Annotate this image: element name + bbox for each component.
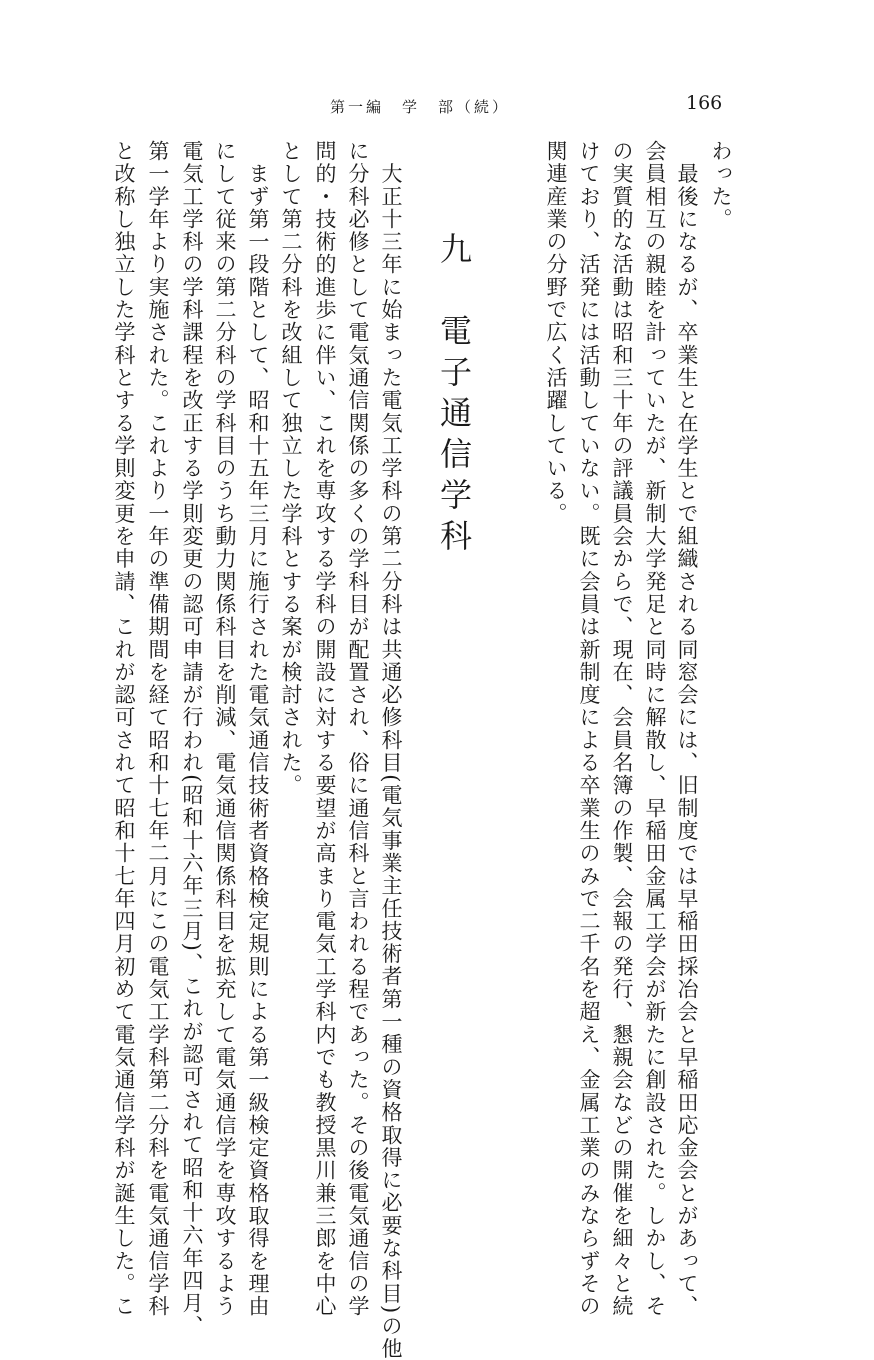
page-number: 166 <box>686 92 723 114</box>
text-column: に分科必修として電気通信関係の多くの学科目が配置され、俗に通信科と言われる程であった。その後電気通信の学 <box>346 140 370 1318</box>
text-column: として第二分科を改組して独立した学科とする案が検討された。 <box>279 140 303 797</box>
text-column: の実質的な活動は昭和三十年の評議員会からで、現在、会員名簿の作製、会報の発行、懇親会などの開催を細々と続 <box>610 140 634 1318</box>
text-column: けており、活発には活動していない。既に会員は新制度による卒業生のみで二千名を超え、金属工業のみならずその <box>577 140 601 1318</box>
text-column: 第一学年より実施された。これより一年の準備期間を経て昭和十七年二月にこの電気工学科第二分科を電気通信学科 <box>146 140 170 1318</box>
running-header: 第一編 学 部（続） <box>330 98 511 116</box>
text-column: 最後になるが、卒業生と在学生とで組織される同窓会には、旧制度では早稲田採冶会と早稲田応金会とがあって、 <box>675 140 699 1318</box>
text-column: わった。 <box>709 140 733 231</box>
text-column: と改称し独立した学科とする学則変更を申請、これが認可されて昭和十七年四月初めて電気通信学科が誕生した。こ <box>112 140 136 1318</box>
text-column: 問的・技術的進歩に伴い、これを専攻する学科の開設に対する要望が高まり電気工学科内でも教授黒川兼三郎を中心 <box>313 140 337 1318</box>
text-column: 関連産業の分野で広く活躍している。 <box>544 140 568 526</box>
text-column: 会員相互の親睦を計っていたが、新制大学発足と同時に解散し、早稲田金属工学会が新たに創設された。しかし、そ <box>643 140 667 1318</box>
text-column: にして従来の第二分科の学科目のうち動力関係科目を削減、電気通信関係科目を拡充して電気通信学を専攻するよう <box>213 140 237 1318</box>
text-column: 電気工学科の学科課程を改正する学則変更の認可申請が行われ(昭和十六年三月)、これが認可されて昭和十六年四月、 <box>180 140 204 1338</box>
text-column: まず第一段階として、昭和十五年三月に施行された電気通信技術者資格検定規則による第一級検定資格取得を理由 <box>246 140 270 1318</box>
section-heading: 九 電子通信学科 <box>435 232 473 560</box>
text-column: 大正十三年に始まった電気工学科の第二分科は共通必修科目(電気事業主任技術者第一種の資格取得に必要な科目)の他 <box>379 140 403 1360</box>
